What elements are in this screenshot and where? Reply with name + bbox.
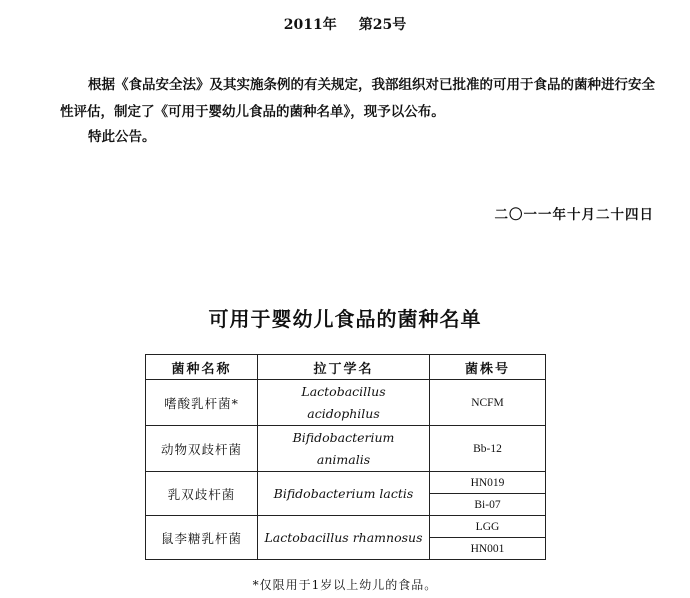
column-header-latin: 拉丁学名 xyxy=(258,355,430,380)
strain-name: 鼠李糖乳杆菌 xyxy=(146,516,258,560)
table-row xyxy=(146,426,546,472)
notice-paragraph: 根据《食品安全法》及其实施条例的有关规定，我部组织对已批准的可用于食品的菌种进行安全性评估，制定了《可用于婴幼儿食品的菌种名单》，现予以公布。 xyxy=(60,77,655,120)
document-header xyxy=(0,14,690,34)
latin-name-line: acidophilus xyxy=(307,405,380,421)
notice-closing: 特此公告。 xyxy=(88,129,156,145)
table-row xyxy=(146,472,546,494)
list-title: 可用于婴幼儿食品的菌种名单 xyxy=(208,307,482,331)
strain-number: LGG xyxy=(430,516,546,538)
latin-name-line: Bifidobacterium xyxy=(292,429,395,445)
strain-number: NCFM xyxy=(430,380,546,426)
strain-number: Bi-07 xyxy=(430,494,546,516)
strain-number: HN019 xyxy=(430,472,546,494)
notice-date: 二〇一一年十月二十四日 xyxy=(494,207,654,223)
header-year: 2011年 xyxy=(283,17,337,33)
strain-number: Bb-12 xyxy=(430,426,546,472)
column-header-name: 菌种名称 xyxy=(146,355,258,380)
table-row xyxy=(146,516,546,538)
table-header-row xyxy=(146,355,546,380)
latin-name xyxy=(258,426,430,472)
latin-name: Bifidobacterium lactis xyxy=(258,472,430,516)
strain-name: 动物双歧杆菌 xyxy=(146,426,258,472)
latin-name-line: animalis xyxy=(316,451,371,467)
latin-name-line: Lactobacillus xyxy=(301,383,386,399)
table-footnote: *仅限用于1岁以上幼儿的食品。 xyxy=(252,578,438,592)
header-number: 第25号 xyxy=(358,17,407,33)
latin-name: Lactobacillus rhamnosus xyxy=(258,516,430,560)
strain-name: 乳双歧杆菌 xyxy=(146,472,258,516)
table-row xyxy=(146,380,546,426)
column-header-strain: 菌株号 xyxy=(430,355,546,380)
strain-table xyxy=(145,354,546,560)
strain-number: HN001 xyxy=(430,538,546,560)
strain-name: 嗜酸乳杆菌* xyxy=(146,380,258,426)
latin-name xyxy=(258,380,430,426)
